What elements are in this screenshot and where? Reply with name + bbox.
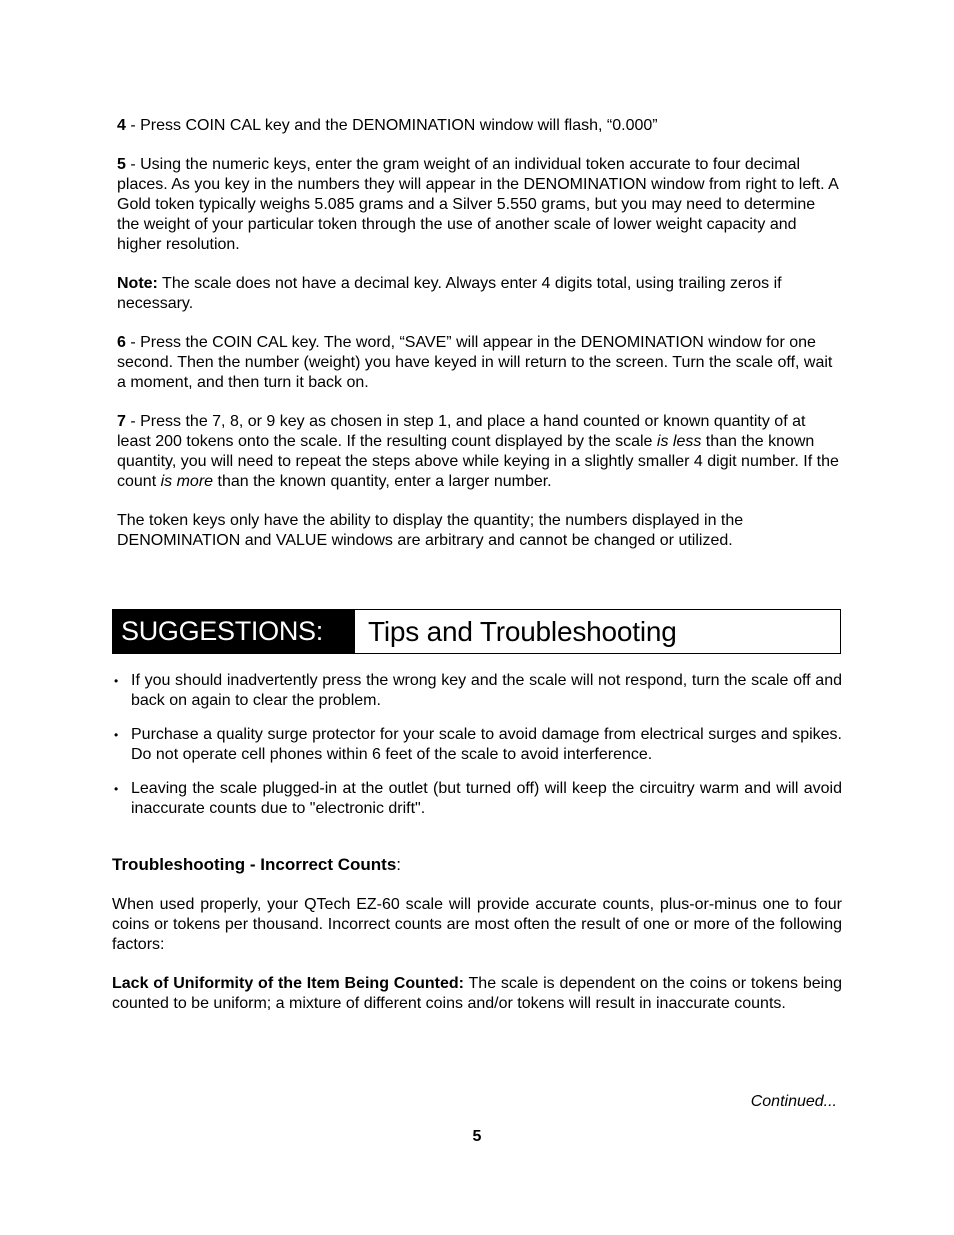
step-4 — [117, 116, 841, 136]
section-banner — [112, 609, 841, 654]
list-item — [112, 779, 842, 819]
banner-label: SUGGESTIONS: — [113, 610, 355, 653]
heading-colon: : — [396, 855, 402, 874]
banner-title: Tips and Troubleshooting — [368, 615, 677, 647]
step-5 — [117, 155, 841, 255]
step-number: 4 — [117, 117, 126, 134]
step-text: - Using the numeric keys, enter the gram weight of an individual token accurate to four decimal places. As you key in the numbers they will appear in the DENOMINATION window from right to left. A Gold token typically weighs 5.085 grams and a Silver 5.550 grams, but you may need to determine the weight of your particular token through the use of another scale of lower weight capacity and higher resolution. — [117, 156, 838, 253]
note-label: Note: — [117, 275, 158, 292]
step-text: - Press the COIN CAL key. The word, “SAVE” will appear in the DENOMINATION window for one second. Then the number (weight) you have keyed in will return to the screen. Turn the scale off, wait a moment, and then turn it back on. — [117, 334, 833, 391]
list-item-text: Purchase a quality surge protector for your scale to avoid damage from electrical surges and spikes. Do not operate cell phones within 6 feet of the scale to avoid interference. — [131, 726, 842, 763]
step-6 — [117, 333, 841, 393]
bullet-icon: • — [114, 674, 119, 688]
bullet-icon: • — [114, 728, 119, 742]
emphasis-text: is less — [656, 433, 702, 450]
list-item — [112, 671, 842, 711]
step-text: - Press the 7, 8, or 9 key as chosen in step 1, and place a hand counted or known quantity of at least 200 tokens onto the scale. If the resulting count displayed by the scale — [117, 413, 806, 450]
bullet-icon: • — [114, 782, 119, 796]
uniformity-label: Lack of Uniformity of the Item Being Counted: — [112, 975, 464, 992]
emphasis-text: is more — [160, 473, 214, 490]
continued-note: Continued... — [750, 1093, 837, 1110]
list-item — [112, 725, 842, 765]
note-paragraph — [117, 274, 841, 314]
step-number: 5 — [117, 156, 126, 173]
step-text: than the known quantity, you will need to repeat the steps above while keying in a slightly smaller 4 digit number. If the count — [117, 433, 839, 490]
step-7 — [117, 412, 841, 492]
step-text: - Press COIN CAL key and the DENOMINATION window will flash, “0.000” — [125, 117, 658, 134]
note-text: The scale does not have a decimal key. Always enter 4 digits total, using trailing zeros if necessary. — [117, 275, 782, 312]
troubleshooting-intro: When used properly, your QTech EZ-60 scale will provide accurate counts, plus-or-minus one to four coins or tokens per thousand. Incorrect counts are most often the result of one or more of the following factors: — [112, 896, 842, 953]
step-text: than the known quantity, enter a larger number. — [213, 473, 552, 490]
list-item-text: Leaving the scale plugged-in at the outlet (but turned off) will keep the circuitry warm and will avoid inaccurate counts due to "electronic drift". — [131, 780, 842, 817]
list-item-text: If you should inadvertently press the wrong key and the scale will not respond, turn the scale off and back on again to clear the problem. — [131, 672, 842, 709]
step-number: 6 — [117, 334, 126, 351]
token-keys-note: The token keys only have the ability to display the quantity; the numbers displayed in the DENOMINATION and VALUE windows are arbitrary and cannot be changed or utilized. — [117, 512, 744, 549]
page-number: 5 — [472, 1128, 482, 1145]
heading-text: Troubleshooting - Incorrect Counts — [112, 855, 397, 874]
troubleshooting-heading — [112, 855, 401, 875]
uniformity-text: The scale is dependent on the coins or tokens being counted to be uniform; a mixture of different coins and/or tokens will result in inaccurate counts. — [112, 975, 842, 1012]
uniformity-paragraph — [112, 974, 842, 1014]
step-number: 7 — [117, 413, 126, 430]
